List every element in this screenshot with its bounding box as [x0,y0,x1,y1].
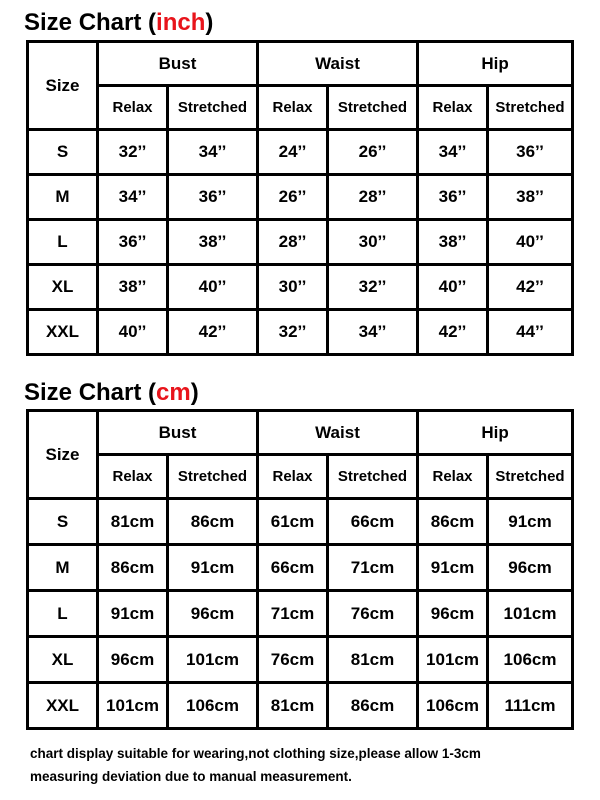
cm-sub-header-row [28,455,573,499]
table-cell: 36’’ [98,220,168,265]
table-cell: 91cm [488,499,573,545]
table-row [28,175,573,220]
table-cell: 106cm [168,683,258,729]
cm-group-bust: Bust [98,411,258,455]
size-label: M [28,175,98,220]
table-cell: 38’’ [98,265,168,310]
table-cell: 86cm [168,499,258,545]
table-cell: 26’’ [328,130,418,175]
table-cell: 32’’ [328,265,418,310]
table-cell: 30’’ [328,220,418,265]
size-label: XL [28,265,98,310]
cm-chart-title [24,380,199,406]
size-label: XXL [28,310,98,355]
inch-chart-title [24,10,213,36]
cm-size-table [26,409,574,730]
table-cell: 96cm [418,591,488,637]
table-cell: 42’’ [418,310,488,355]
cm-group-waist: Waist [258,411,418,455]
cm-title-unit: cm [156,379,191,406]
table-cell: 34’’ [168,130,258,175]
cm-sub-header: Relax [258,455,328,499]
table-cell: 44’’ [488,310,573,355]
size-label: XL [28,637,98,683]
table-cell: 36’’ [168,175,258,220]
table-cell: 61cm [258,499,328,545]
table-cell: 96cm [98,637,168,683]
table-cell: 34’’ [328,310,418,355]
table-cell: 71cm [258,591,328,637]
inch-group-header-row [28,42,573,86]
inch-sub-header: Stretched [488,86,573,130]
inch-sub-header: Stretched [328,86,418,130]
table-row [28,220,573,265]
table-cell: 101cm [168,637,258,683]
table-cell: 101cm [488,591,573,637]
table-cell: 106cm [488,637,573,683]
inch-size-header: Size [28,42,98,130]
table-row [28,499,573,545]
table-cell: 40’’ [418,265,488,310]
size-label: M [28,545,98,591]
table-row [28,683,573,729]
table-cell: 38’’ [418,220,488,265]
table-row [28,637,573,683]
size-label: L [28,220,98,265]
table-row [28,310,573,355]
inch-group-bust: Bust [98,42,258,86]
table-cell: 30’’ [258,265,328,310]
inch-sub-header: Relax [418,86,488,130]
size-label: S [28,130,98,175]
table-cell: 26’’ [258,175,328,220]
cm-group-hip: Hip [418,411,573,455]
table-cell: 40’’ [98,310,168,355]
table-row [28,130,573,175]
cm-sub-header: Relax [98,455,168,499]
table-cell: 66cm [258,545,328,591]
table-cell: 24’’ [258,130,328,175]
size-label: XXL [28,683,98,729]
table-cell: 32’’ [98,130,168,175]
inch-group-hip: Hip [418,42,573,86]
cm-title-suffix: ) [190,379,199,406]
cm-sub-header: Stretched [488,455,573,499]
table-cell: 76cm [328,591,418,637]
table-cell: 38’’ [168,220,258,265]
table-cell: 42’’ [488,265,573,310]
table-cell: 71cm [328,545,418,591]
inch-title-prefix: Size Chart ( [24,9,157,36]
inch-sub-header: Relax [98,86,168,130]
table-cell: 96cm [168,591,258,637]
size-label: S [28,499,98,545]
inch-title-unit: inch [156,9,206,36]
table-cell: 34’’ [98,175,168,220]
table-cell: 28’’ [258,220,328,265]
table-cell: 42’’ [168,310,258,355]
table-cell: 81cm [258,683,328,729]
table-cell: 81cm [328,637,418,683]
inch-sub-header: Stretched [168,86,258,130]
size-label: L [28,591,98,637]
table-cell: 36’’ [488,130,573,175]
table-cell: 86cm [328,683,418,729]
table-cell: 36’’ [418,175,488,220]
note-line-2: measuring deviation due to manual measurement. [30,769,352,784]
inch-group-waist: Waist [258,42,418,86]
cm-group-header-row [28,411,573,455]
table-cell: 66cm [328,499,418,545]
table-cell: 91cm [168,545,258,591]
table-cell: 86cm [418,499,488,545]
table-row [28,591,573,637]
cm-size-header: Size [28,411,98,499]
note-line-1: chart display suitable for wearing,not clothing size,please allow 1-3cm [30,746,481,761]
cm-sub-header: Relax [418,455,488,499]
table-cell: 91cm [98,591,168,637]
inch-size-table [26,40,574,356]
inch-sub-header-row [28,86,573,130]
cm-sub-header: Stretched [328,455,418,499]
table-cell: 76cm [258,637,328,683]
table-cell: 111cm [488,683,573,729]
table-cell: 38’’ [488,175,573,220]
table-cell: 40’’ [488,220,573,265]
table-cell: 32’’ [258,310,328,355]
table-cell: 34’’ [418,130,488,175]
table-cell: 96cm [488,545,573,591]
table-row [28,265,573,310]
table-cell: 101cm [98,683,168,729]
measurement-note [30,742,590,788]
table-row [28,545,573,591]
table-cell: 101cm [418,637,488,683]
inch-sub-header: Relax [258,86,328,130]
inch-title-suffix: ) [205,9,214,36]
cm-title-prefix: Size Chart ( [24,379,157,406]
table-cell: 86cm [98,545,168,591]
table-cell: 91cm [418,545,488,591]
table-cell: 106cm [418,683,488,729]
table-cell: 28’’ [328,175,418,220]
table-cell: 81cm [98,499,168,545]
table-cell: 40’’ [168,265,258,310]
cm-sub-header: Stretched [168,455,258,499]
